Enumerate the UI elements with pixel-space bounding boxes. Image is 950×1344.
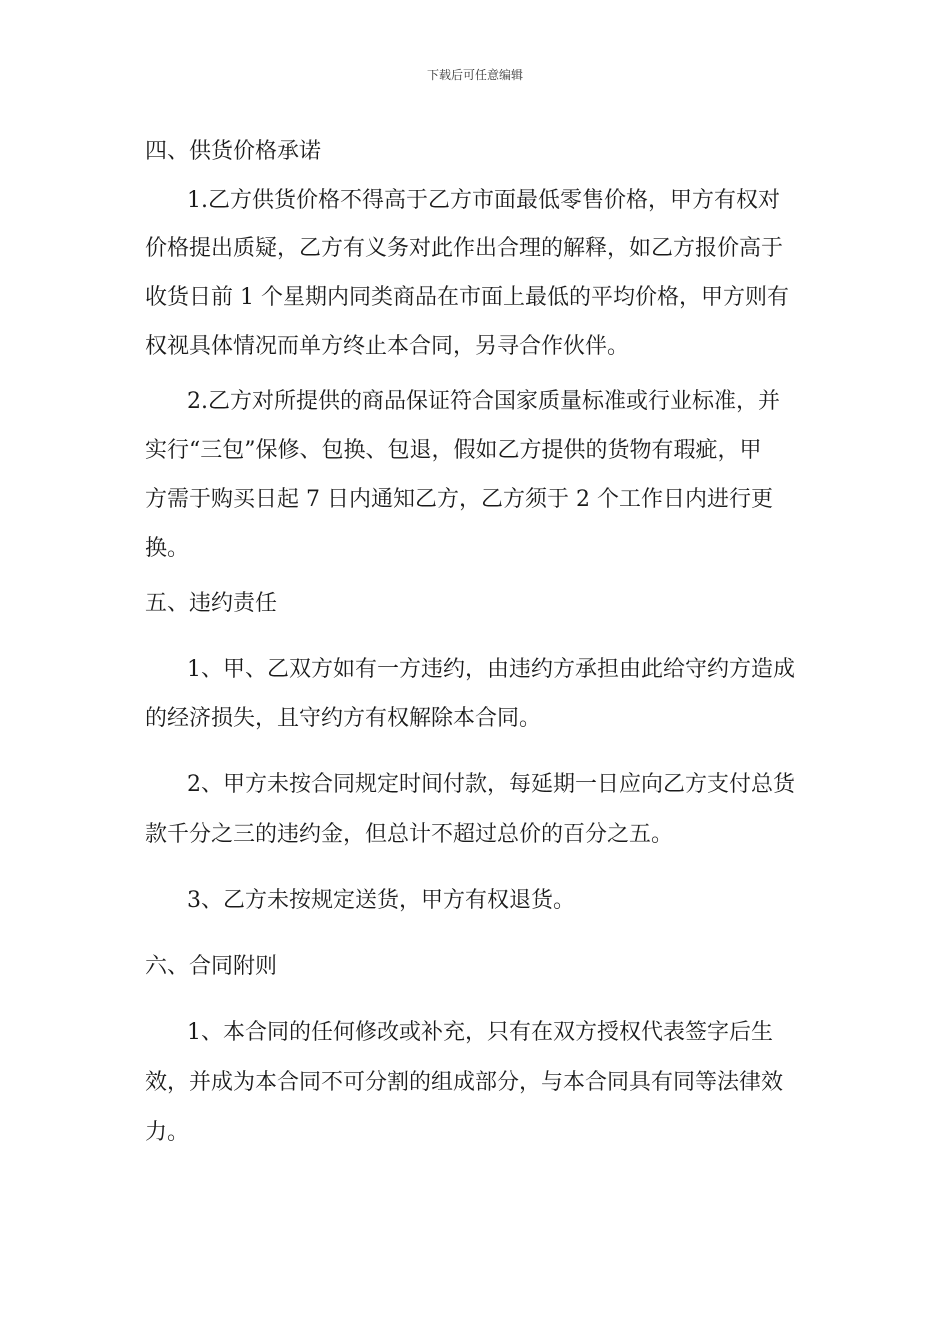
paragraph-line: 3、乙方未按规定送货，甲方有权退货。 bbox=[187, 888, 575, 913]
paragraph-line: 1、甲、乙双方如有一方违约，由违约方承担由此给守约方造成 bbox=[187, 657, 795, 682]
paragraph-line: 效，并成为本合同不可分割的组成部分，与本合同具有同等法律效 bbox=[145, 1070, 784, 1095]
paragraph-line: 方需于购买日起 7 日内通知乙方，乙方须于 2 个工作日内进行更 bbox=[145, 487, 773, 512]
page-header: 下载后可任意编辑 bbox=[426, 68, 523, 82]
paragraph-line: 2、甲方未按合同规定时间付款，每延期一日应向乙方支付总货 bbox=[187, 772, 795, 797]
section-heading-5: 五、违约责任 bbox=[145, 591, 278, 616]
paragraph-line: 价格提出质疑，乙方有义务对此作出合理的解释，如乙方报价高于 bbox=[145, 236, 784, 261]
paragraph-line: 1、本合同的任何修改或补充，只有在双方授权代表签字后生 bbox=[187, 1020, 773, 1045]
paragraph-line: 款千分之三的违约金，但总计不超过总价的百分之五。 bbox=[145, 822, 674, 847]
paragraph-line: 1.乙方供货价格不得高于乙方市面最低零售价格，甲方有权对 bbox=[187, 188, 780, 213]
paragraph-line: 的经济损失，且守约方有权解除本合同。 bbox=[145, 706, 542, 731]
paragraph-line: 收货日前 1 个星期内同类商品在市面上最低的平均价格，甲方则有 bbox=[145, 285, 789, 310]
paragraph-line: 权视具体情况而单方终止本合同，另寻合作伙伴。 bbox=[145, 334, 630, 359]
section-heading-6: 六、合同附则 bbox=[145, 954, 278, 979]
paragraph-line: 实行“三包”保修、包换、包退，假如乙方提供的货物有瑕疵，甲 bbox=[145, 438, 762, 463]
section-heading-4: 四、供货价格承诺 bbox=[145, 139, 322, 164]
paragraph-line: 2.乙方对所提供的商品保证符合国家质量标准或行业标准，并 bbox=[187, 389, 780, 414]
paragraph-line: 力。 bbox=[145, 1120, 190, 1145]
paragraph-line: 换。 bbox=[145, 536, 190, 561]
